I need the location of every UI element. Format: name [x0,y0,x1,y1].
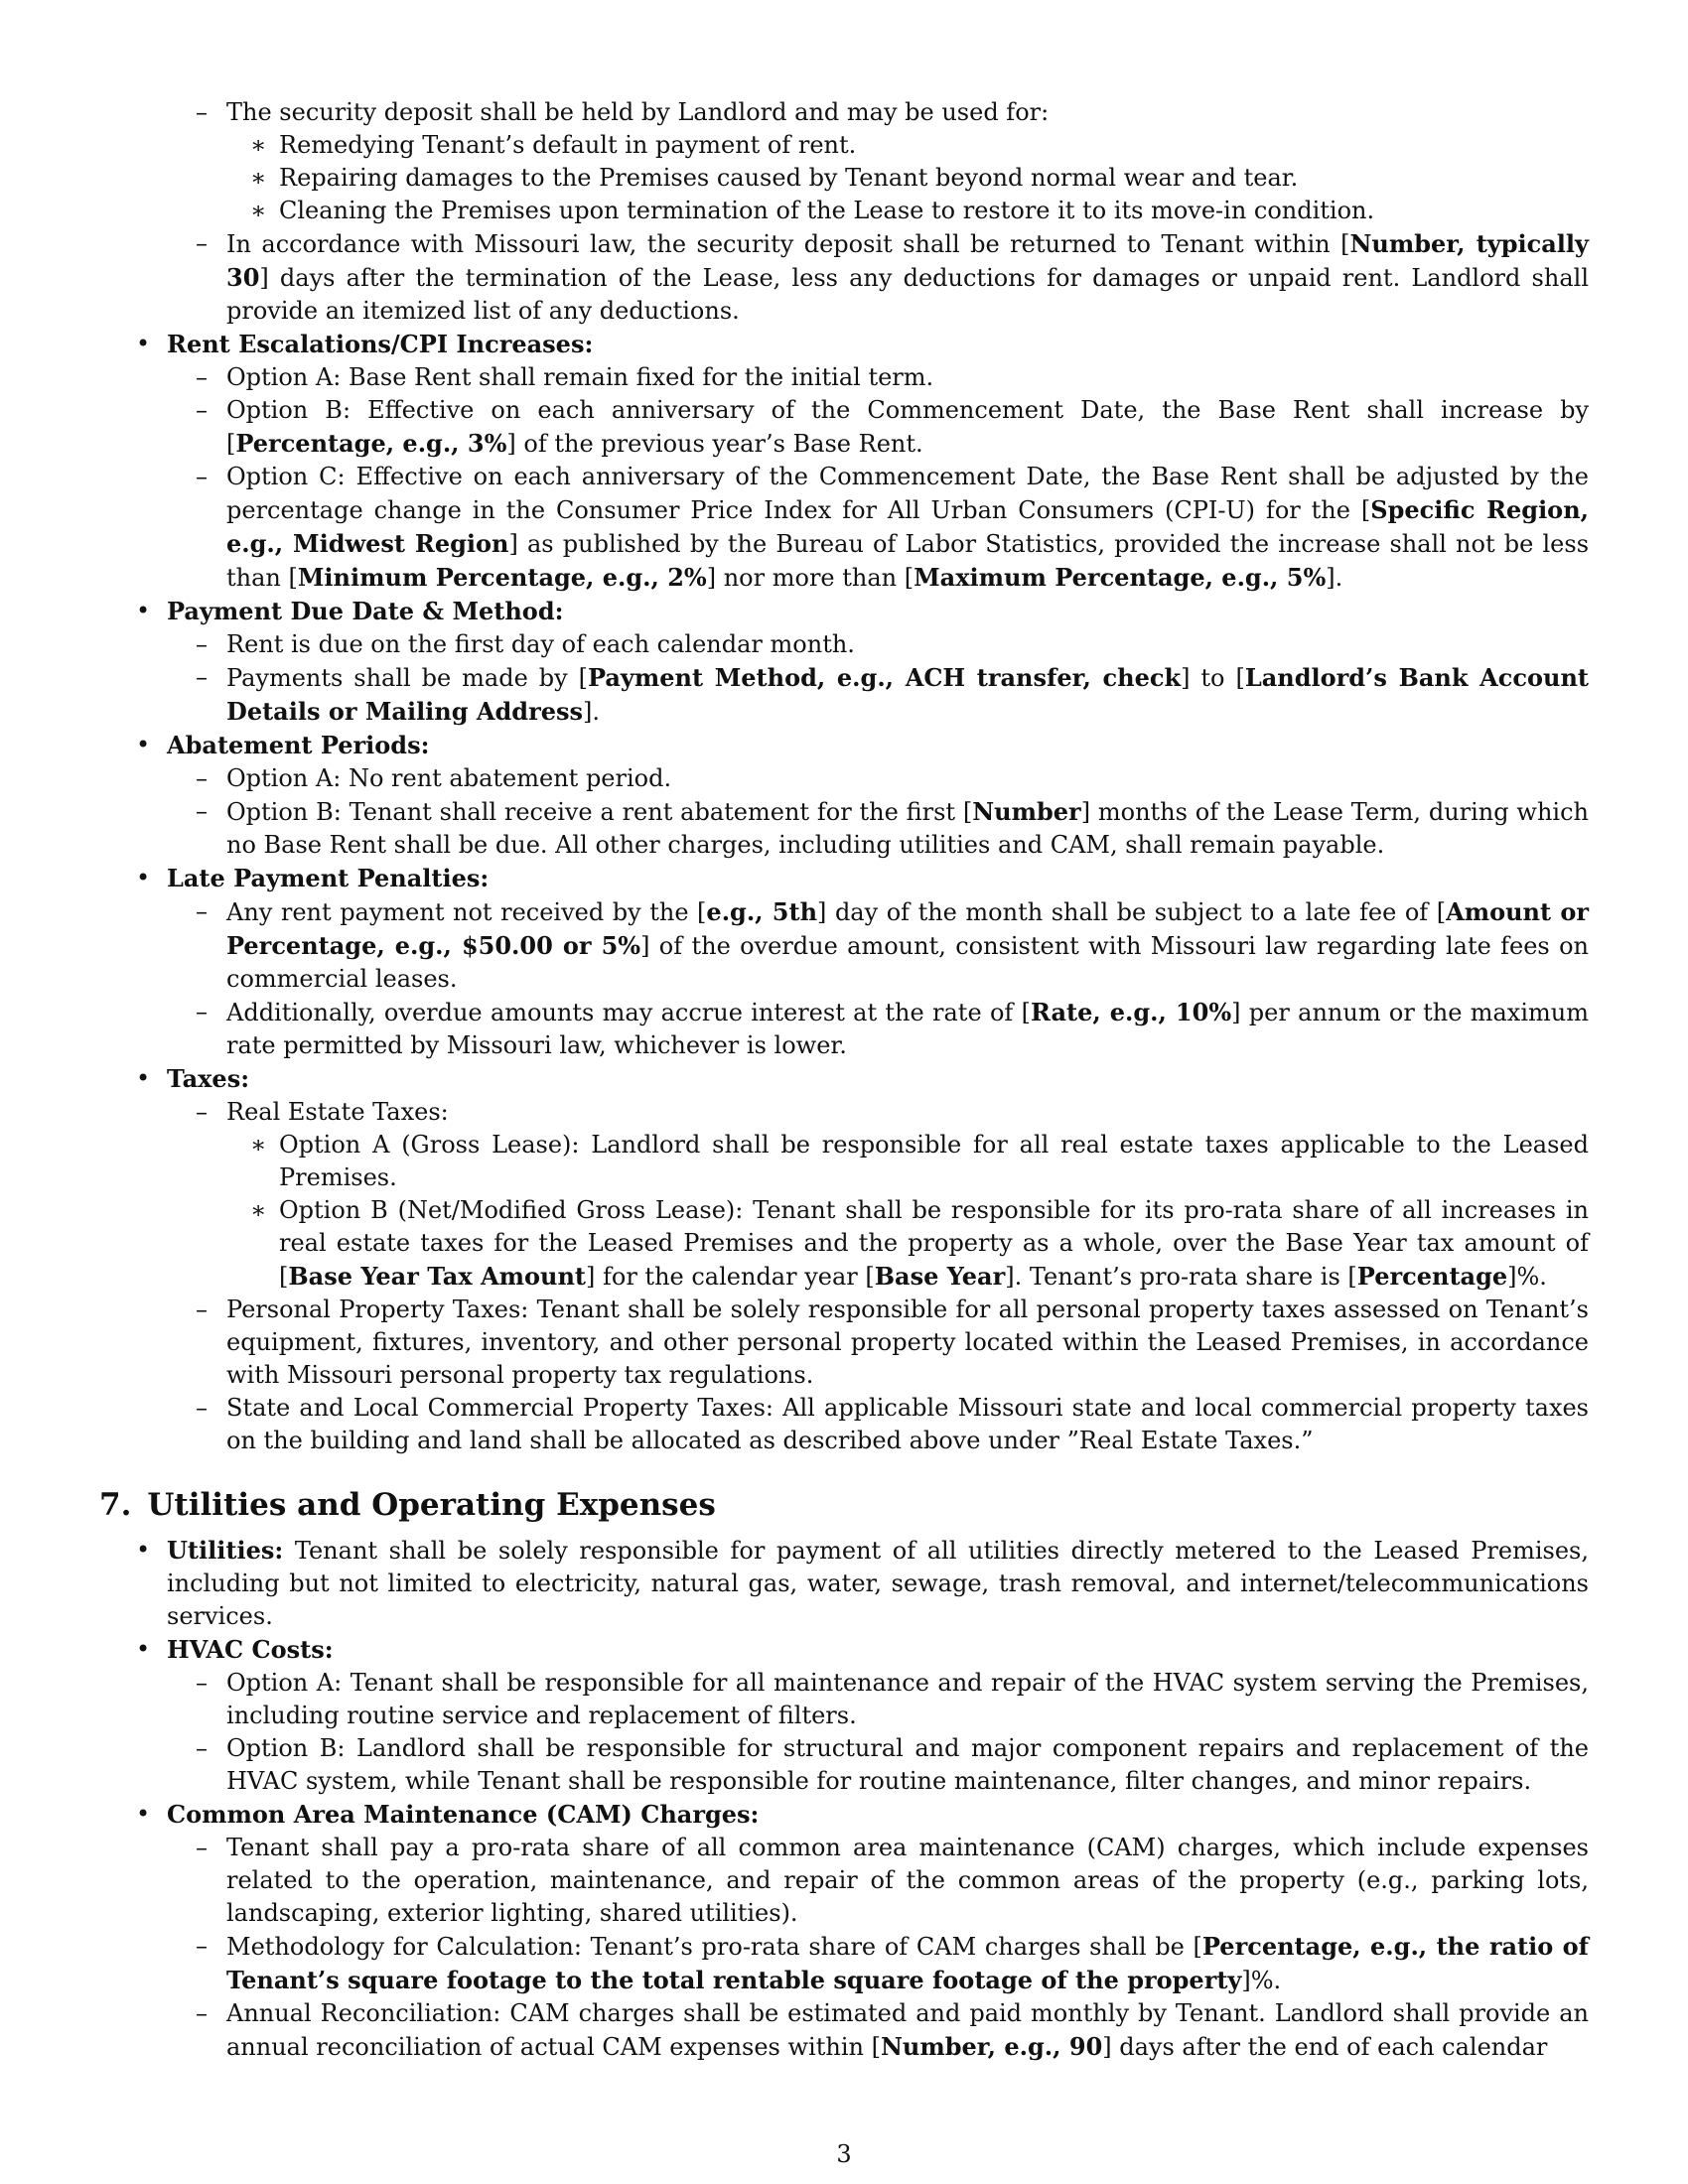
cam-heading: • Common Area Maintenance (CAM) Charges: [136,1800,760,1829]
state-local-taxes: – State and Local Commercial Property Taxes: All applicable Missouri state and local commercial property taxes on the building and land shall be allocated as described above under ”Real Estate Taxes.” [196,1394,1589,1454]
section-heading [99,1485,1589,1525]
dash-marker: – [196,764,208,792]
deposit-use-item: ∗ Remedying Tenant’s default in payment of rent. [99,129,1589,162]
escalations-heading: • Rent Escalations/CPI Increases: [136,330,594,358]
dash-marker: – [196,1999,208,2027]
bullet-marker: • [136,864,151,891]
hvac-option-b: – Option B: Landlord shall be responsible for structural and major component repairs and replacement of the HVAC system, while Tenant shall be responsible for routine maintenance, filter changes, and minor repairs. [196,1734,1589,1795]
payment-heading: • Payment Due Date & Method: [136,597,564,625]
real-estate-option-b: ∗ Option B (Net/Modified Gross Lease): Tenant shall be responsible for its pro-rata share of all increases in real estate taxes for the Leased Premises and the property as a whole, over the Base Year tax amount of [Base Year Tax Amount] for the calendar year [Base Year]. Tenant’s pro-rata share is [Percentage]%. [250,1196,1589,1291]
deposit-return-clause: – In accordance with Missouri law, the security deposit shall be returned to Tenant within [Number, typically 30] days after the termination of the Lease, less any deductions for damages or unpaid rent. Landlord shall provide an itemized list of any deductions. [196,229,1589,325]
dash-marker: – [196,630,208,658]
abatement-heading: • Abatement Periods: [136,731,430,759]
payment-method-clause: – Payments shall be made by [Payment Method, e.g., ACH transfer, check] to [Landlord’s Bank Account Details or Mailing Address]. [196,663,1589,726]
bullet-marker: • [136,1536,151,1564]
deposit-intro: – The security deposit shall be held by Landlord and may be used for: [99,96,1589,129]
abatement-option-b: – Option B: Tenant shall receive a rent abatement for the first [Number] months of the Lease Term, during which no Base Rent shall be due. All other charges, including utilities and CAM, shall remain payable. [196,797,1590,859]
escalation-option-b: – Option B: Effective on each anniversary of the Commencement Date, the Base Rent shall increase by [Percentage, e.g., 3%] of the previous year’s Base Rent. [196,396,1589,458]
abatement-option-a: – Option A: No rent abatement period. [99,762,1589,795]
late-fee-clause: – Any rent payment not received by the [e.g., 5th] day of the month shall be subject to a late fee of [Amount or Percentage, e.g., $50.00 or 5%] of the overdue amount, consistent with Missouri law regarding late fees on commercial leases. [196,897,1589,993]
document-page [99,96,1589,2064]
dash-marker: – [196,998,208,1025]
cam-methodology-clause: – Methodology for Calculation: Tenant’s pro-rata share of CAM charges shall be [Percentage, e.g., the ratio of Tenant’s square footage to the total rentable square footage of the property]%. [196,1932,1589,1994]
dash-marker: – [196,1296,208,1323]
star-marker: ∗ [250,197,267,224]
deposit-use-item: ∗ Cleaning the Premises upon termination of the Lease to restore it to its move-in condition. [99,195,1589,227]
dash-marker: – [196,1669,208,1697]
dash-marker: – [196,363,208,391]
bullet-marker: • [136,1635,151,1663]
star-marker: ∗ [250,131,267,159]
dash-marker: – [196,229,208,257]
dash-marker: – [196,396,208,424]
real-estate-taxes-label: – Real Estate Taxes: [99,1096,1589,1129]
bullet-marker: • [136,1064,151,1092]
star-marker: ∗ [250,1196,267,1224]
dash-marker: – [196,463,208,490]
payment-due-clause: – Rent is due on the first day of each calendar month. [99,628,1589,661]
section-title: Utilities and Operating Expenses [147,1487,716,1523]
late-payment-heading: • Late Payment Penalties: [136,864,490,892]
real-estate-option-a: ∗ Option A (Gross Lease): Landlord shall be responsible for all real estate taxes applicable to the Leased Premises. [250,1131,1589,1191]
dash-marker: – [196,1394,208,1422]
hvac-option-a: – Option A: Tenant shall be responsible for all maintenance and repair of the HVAC system serving the Premises, including routine service and replacement of filters. [196,1669,1589,1729]
taxes-heading: • Taxes: [136,1064,250,1093]
cam-share-clause: – Tenant shall pay a pro-rata share of all common area maintenance (CAM) charges, which include expenses related to the operation, maintenance, and repair of the common areas of the property (e.g., parking lots, landscaping, exterior lighting, shared utilities). [196,1834,1589,1927]
dash-marker: – [196,98,208,126]
page-number: 3 [836,2140,852,2168]
personal-property-taxes: – Personal Property Taxes: Tenant shall be solely responsible for all personal property taxes assessed on Tenant’s equipment, fixtures, inventory, and other personal property located within the Leased Premises, in accordance with Missouri personal property tax regulations. [196,1296,1589,1389]
deposit-use-item: ∗ Repairing damages to the Premises caused by Tenant beyond normal wear and tear. [99,162,1589,195]
section-number: 7. [99,1487,132,1523]
dash-marker: – [196,1098,208,1126]
dash-marker: – [196,797,208,825]
bullet-marker: • [136,330,151,357]
escalation-option-a: – Option A: Base Rent shall remain fixed for the initial term. [99,361,1589,394]
late-interest-clause: – Additionally, overdue amounts may accrue interest at the rate of [Rate, e.g., 10%] per annum or the maximum rate permitted by Missouri law, whichever is lower. [196,998,1589,1059]
utilities-clause: • Utilities: Tenant shall be solely responsible for payment of all utilities directly metered to the Leased Premises, including but not limited to electricity, natural gas, water, sewage, trash removal, and internet/telecommunications services. [136,1536,1589,1630]
bullet-marker: • [136,731,151,758]
escalation-option-c: – Option C: Effective on each anniversary of the Commencement Date, the Base Rent shall be adjusted by the percentage change in the Consumer Price Index for All Urban Consumers (CPI-U) for the [Specific Region, e.g., Midwest Region] as published by the Bureau of Labor Statistics, provided the increase shall not be less than [Minimum Percentage, e.g., 2%] nor more than [Maximum Percentage, e.g., 5%]. [196,463,1590,592]
star-marker: ∗ [250,1131,267,1159]
hvac-heading: • HVAC Costs: [136,1635,334,1664]
dash-marker: – [196,1834,208,1861]
dash-marker: – [196,1734,208,1762]
cam-reconciliation-clause: – Annual Reconciliation: CAM charges shall be estimated and paid monthly by Tenant. Landlord shall provide an annual reconciliation of actual CAM expenses within [Number, e.g., 90] days after the end of each calendar [196,1999,1589,2061]
dash-marker: – [196,1932,208,1960]
star-marker: ∗ [250,164,267,192]
bullet-marker: • [136,597,151,624]
bullet-marker: • [136,1800,151,1828]
dash-marker: – [196,663,208,691]
dash-marker: – [196,897,208,925]
